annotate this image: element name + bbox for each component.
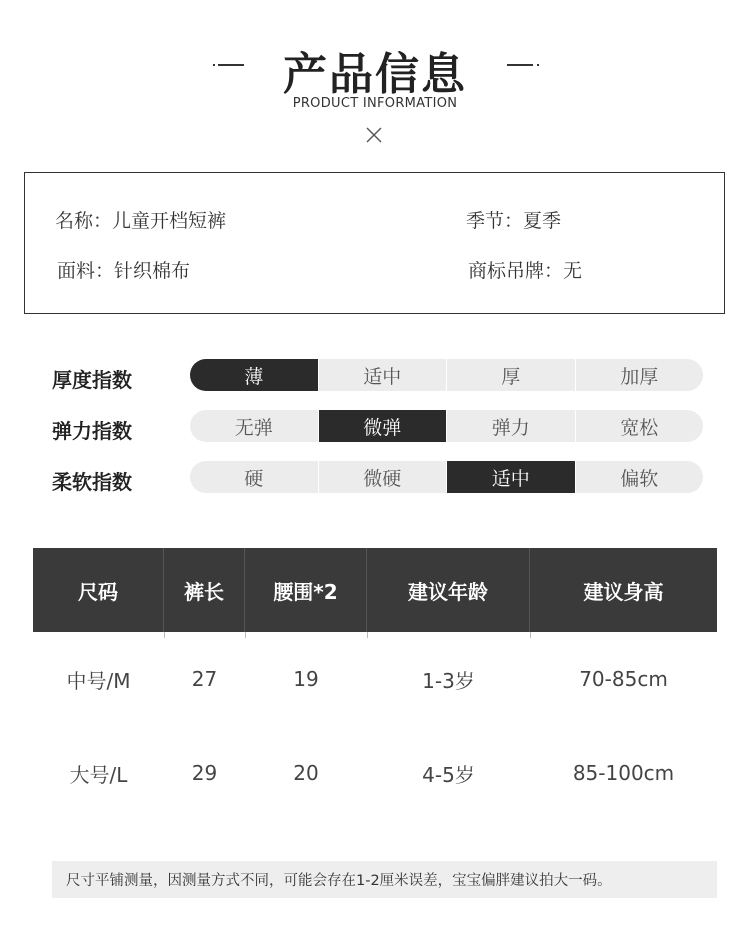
column-divider: [530, 632, 531, 638]
elasticity-label: 弹力指数: [52, 419, 132, 443]
header-size: 尺码: [33, 548, 164, 632]
info-season: 季节：夏季: [466, 210, 562, 232]
scale-option: 加厚: [620, 365, 659, 388]
thickness-scale: [190, 359, 703, 391]
info-fabric: 面料：针织棉布: [57, 260, 191, 282]
table-cell: 20: [293, 761, 319, 785]
scale-option: 偏软: [620, 467, 659, 490]
info-tag: 商标吊牌：无: [468, 260, 583, 282]
table-cell: 27: [191, 667, 218, 691]
scale-option: 厚: [447, 359, 576, 391]
page-title: 产品信息: [283, 49, 467, 100]
cross-icon: [363, 124, 385, 146]
thickness-label: 厚度指数: [52, 368, 132, 392]
header-length: 裤长: [164, 548, 245, 632]
right-dot-ornament: [537, 64, 539, 66]
column-divider: [245, 632, 246, 638]
table-cell: 85-100cm: [572, 761, 675, 785]
softness-scale: [190, 461, 703, 493]
header-age: 建议年龄: [367, 548, 530, 632]
header-waist: 腰围*2: [245, 548, 367, 632]
scale-option: 适中: [447, 461, 576, 493]
column-divider: [164, 632, 165, 638]
scale-option: 微硬: [319, 461, 448, 493]
table-header: [33, 548, 717, 632]
scale-option: 无弹: [190, 410, 319, 442]
softness-label: 柔软指数: [52, 470, 132, 494]
header-height: 建议身高: [583, 579, 664, 604]
info-name: 名称：儿童开档短裤: [55, 210, 227, 232]
table-cell: 19: [293, 667, 319, 691]
table-cell: 70-85cm: [579, 667, 668, 691]
elasticity-scale: [190, 410, 703, 442]
scale-option: 宽松: [620, 416, 659, 439]
scale-option: 硬: [190, 461, 319, 493]
table-row: [33, 632, 717, 726]
table-row: [33, 726, 717, 820]
table-cell: 大号/L: [69, 762, 128, 787]
column-divider: [367, 632, 368, 638]
measurement-note: 尺寸平铺测量，因测量方式不同，可能会存在1-2厘米误差，宝宝偏胖建议拍大一码。: [52, 861, 717, 898]
scale-option: 弹力: [447, 410, 576, 442]
table-cell: 4-5岁: [422, 762, 475, 787]
scale-option: 微弹: [319, 410, 448, 442]
scale-option: 薄: [190, 359, 319, 391]
table-cell: 29: [191, 761, 218, 785]
size-table: [33, 548, 717, 820]
scale-option: 适中: [319, 359, 448, 391]
product-info-box: [24, 172, 725, 314]
table-cell: 中号/M: [66, 668, 131, 693]
right-dash-ornament: [507, 64, 533, 66]
table-cell: 1-3岁: [422, 668, 475, 693]
page-subtitle: PRODUCT INFORMATION: [292, 96, 458, 111]
